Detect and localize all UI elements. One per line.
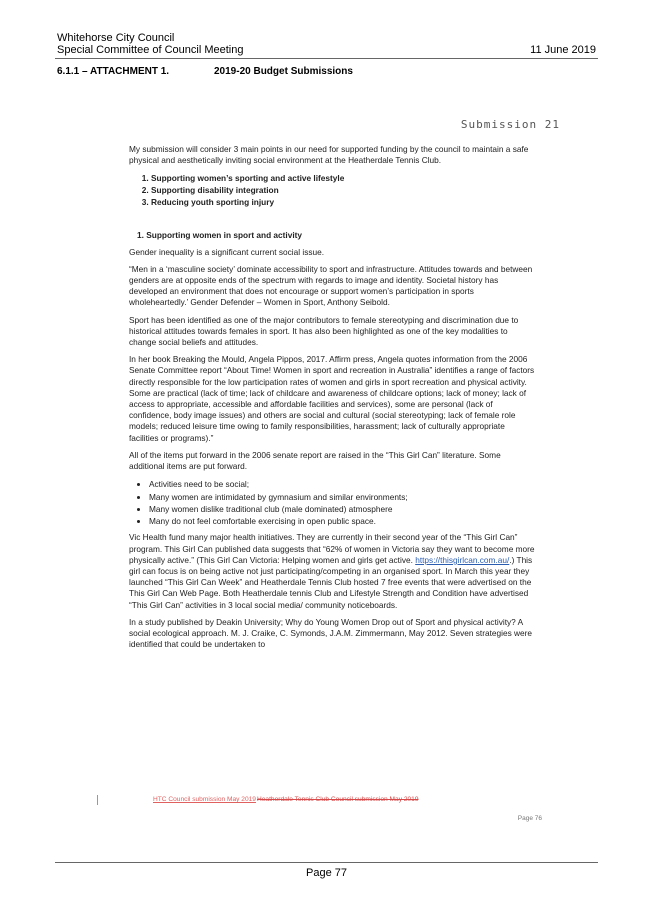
footer-divider (55, 862, 598, 863)
attachment-label: 6.1.1 – ATTACHMENT 1. (57, 66, 170, 77)
header-date: 11 June 2019 (530, 44, 596, 56)
barrier-item-2: • Many women are intimidated by gymnasium and similar environments; (149, 491, 535, 503)
paragraph-gender-inequality: Gender inequality is a significant current social issue. (129, 246, 325, 257)
main-points-list (129, 172, 535, 208)
footer-inserted-text: HTC Council submission May 2019 (153, 796, 256, 803)
paragraph-quote-seibold: “Men in a ‘masculine society’ dominate accessibility to sport and infrastructure. Attitudes towards and between genders are at opposite ends of the spectrum with regards to image and identity. Societal history has developed an environment that does not encourage or support women’s participation in sports wholeheartedly.’ Gender Defender – Women in Sport, Anthony Seibold. (129, 263, 533, 308)
scan-page-number: Page 76 (517, 815, 542, 822)
submission-number: Submission 21 (460, 118, 560, 131)
main-point-3: 3. Reducing youth sporting injury (151, 196, 535, 208)
paragraph-senate-report: In her book Breaking the Mould, Angela Pippos, 2017. Affirm press, Angela quotes information from the 2006 Senate Committee report “About Time! Women in sport and recreation in Australia” identifies a range of factors directly responsible for the low participation rates of women and girls in sport recreation and physical activity. Some are practical (lack of time; lack of childcare and awareness of childcare options; lack of money; lack of access to appropriate, accessible and affordable facilities and services), some are personal (lack of confidence, body image issues) and others are social and cultural (social stereotyping; lack of female role models; reduced leisure time owing to family responsibilities, harassment; lack of culturally appropriate facilities or programs).” (129, 354, 535, 443)
page-number: Page 77 (306, 867, 347, 879)
barrier-item-4: • Many do not feel comfortable exercising in open public space. (149, 515, 535, 527)
paragraph-this-girl-can: All of the items put forward in the 2006 senate report are raised in the “This Girl Can” literature. Some additional items are put forward. (129, 449, 501, 472)
header-divider (55, 58, 598, 59)
paragraph-deakin-study: In a study published by Deakin University; Why do Young Women Drop out of Sport and physical activity? A social ecological approach. M. J. Craike, C. Symonds, J.A.M. Zimmermann, May 2012. Seven strategies were identified that could be undertaken to (129, 616, 533, 650)
attachment-title: 2019-20 Budget Submissions (214, 66, 353, 77)
submission-body (129, 144, 535, 656)
this-girl-can-link[interactable]: https://thisgirlcan.com.au/ (415, 554, 510, 565)
barriers-list (129, 478, 535, 527)
barrier-item-3: • Many women dislike traditional club (male dominated) atmosphere (149, 503, 535, 515)
paragraph-stereotyping: Sport has been identified as one of the major contributors to female stereotyping and discrimination due to historical attitudes towards females in sport. It has also been highlighted as one of the key modalities to change social beliefs and attitudes. (129, 314, 519, 348)
vic-health-text-end: .) This girl can focus is on being active not just participating/competing in an organised sport. In March this year they launched “This Girl Can Week” and Heatherdale Tennis Club hosted 7 free events that were advertised on the This Girl Can Web Page. Both Heatherdale tennis Club and Lifestyle Strength and Condition have advertised “This Girl Can” activities in 3 local social media/ community noticeboards. (129, 554, 533, 610)
footer-deleted-text: Heatherdale Tennis Club Council submission May 2019 (257, 796, 419, 803)
change-bar (97, 795, 98, 805)
barrier-item-1: • Activities need to be social; (149, 478, 535, 490)
header-organisation: Whitehorse City Council (57, 32, 175, 44)
intro-paragraph: My submission will consider 3 main points in our need for supported funding by the council to maintain a safe physical and aesthetically inviting social environment at the Heatherdale Tennis Club. (129, 144, 529, 166)
header-meeting: Special Committee of Council Meeting (57, 44, 244, 56)
main-point-2: 2. Supporting disability integration (151, 184, 535, 196)
vic-health-text-start: Vic Health fund many major health initiatives. They are currently in their second year of the “This Girl Can” program. This Girl Can published data suggests that “62% of women in Victoria say they want to become more physically active.” (This Girl Can Victoria: Helping women and girls get active. (129, 532, 535, 565)
section-heading: 1. Supporting women in sport and activity (137, 230, 303, 241)
main-point-1: 1. Supporting women’s sporting and active lifestyle (151, 172, 535, 184)
paragraph-vic-health (129, 532, 535, 610)
scanned-submission-page (100, 88, 570, 853)
